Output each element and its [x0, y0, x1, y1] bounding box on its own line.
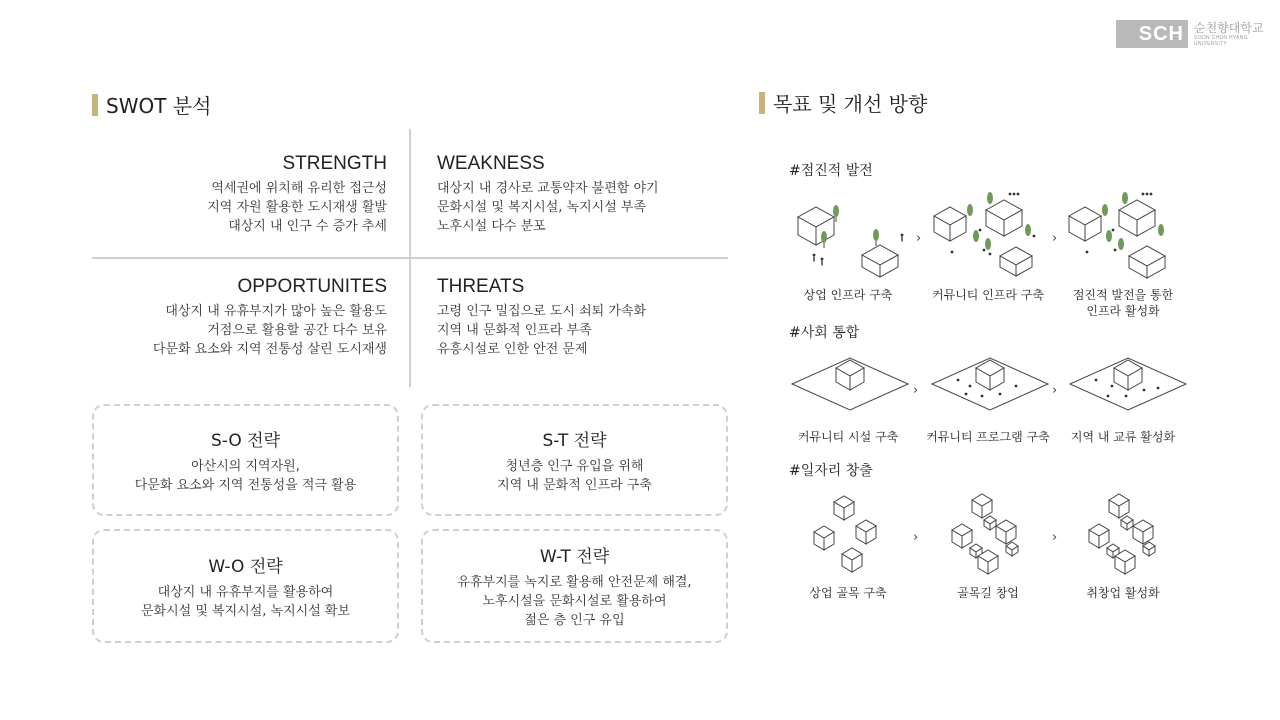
- wo-strategy-card: [92, 529, 399, 643]
- weakness-line: 문화시설 및 복지시설, 녹지시설 부족: [437, 200, 647, 215]
- goal-caption: 커뮤니티 인프라 구축: [932, 288, 1044, 302]
- university-logo: [1116, 20, 1264, 48]
- gradual-infra-diagram: [1065, 190, 1185, 280]
- local-exchange-diagram: [1068, 350, 1188, 420]
- goal-caption: 상업 골목 구축: [809, 586, 887, 600]
- goals-section-title: [759, 88, 927, 117]
- accent-bar: [92, 94, 98, 116]
- goal-social-integration-title: #사회 통합: [789, 325, 860, 341]
- opportunities-line: 거점으로 활용할 공간 다수 보유: [207, 323, 387, 338]
- wo-strategy-line: 대상지 내 유휴부지를 활용하여: [157, 584, 334, 600]
- goal-caption: 점진적 발전을 통한: [1072, 288, 1174, 302]
- alley-startup-diagram: [948, 490, 1028, 580]
- so-strategy-title: S-O 전략: [210, 430, 281, 451]
- goal-caption: 상업 인프라 구축: [803, 288, 893, 302]
- weakness-line: 노후시설 다수 분포: [437, 219, 546, 234]
- goal-caption: 지역 내 교류 활성화: [1070, 430, 1176, 444]
- so-strategy-line: 아산시의 지역자원,: [191, 458, 300, 474]
- arrow-icon: ›: [1052, 530, 1058, 545]
- community-facility-diagram: [790, 350, 910, 420]
- threats-quadrant: [437, 276, 737, 359]
- goal-caption: 커뮤니티 프로그램 구축: [926, 430, 1050, 444]
- weakness-quadrant: [437, 153, 737, 236]
- strength-quadrant: [87, 153, 387, 236]
- logo-name-en-1: SOON CHUN HYANG: [1194, 34, 1248, 41]
- strength-line: 역세권에 위치해 유리한 접근성: [211, 181, 387, 196]
- st-strategy-line: 지역 내 문화적 인프라 구축: [497, 477, 652, 493]
- arrow-icon: ›: [1052, 383, 1058, 398]
- logo-name-en-2: UNIVERSITY: [1194, 40, 1228, 47]
- threats-line: 유흥시설로 인한 안전 문제: [437, 342, 588, 357]
- opportunities-quadrant: [87, 276, 387, 359]
- logo-text: [1194, 22, 1264, 47]
- logo-mark: SCH: [1116, 20, 1188, 48]
- wt-strategy-line: 유휴부지를 녹지로 활용해 안전문제 해결,: [457, 575, 692, 590]
- goal-job-creation-title: #일자리 창출: [789, 463, 873, 479]
- commercial-alley-diagram: [808, 492, 888, 577]
- arrow-icon: ›: [1052, 231, 1058, 246]
- wt-strategy-title: W-T 전략: [539, 547, 610, 567]
- wt-strategy-line: 노후시설을 문화시설로 활용하여: [482, 594, 667, 609]
- st-strategy-line: 청년층 인구 유입을 위해: [505, 458, 644, 474]
- threats-line: 고령 인구 밀집으로 도시 쇠퇴 가속화: [437, 304, 647, 319]
- weakness-title: WEAKNESS: [437, 153, 545, 174]
- strength-title: STRENGTH: [282, 153, 387, 174]
- arrow-icon: ›: [913, 530, 919, 545]
- so-strategy-card: [92, 404, 399, 516]
- wt-strategy-line: 젊은 층 인구 유입: [524, 613, 625, 628]
- goal-caption: 인프라 활성화: [1086, 304, 1160, 318]
- arrow-icon: ›: [913, 383, 919, 398]
- opportunities-line: 다문화 요소와 지역 전통성 살린 도시재생: [152, 342, 387, 357]
- community-infra-diagram: [930, 190, 1050, 280]
- goal-caption: 골목길 창업: [957, 586, 1019, 600]
- goal-caption: 취창업 활성화: [1086, 586, 1160, 600]
- st-strategy-card: [421, 404, 728, 516]
- weakness-line: 대상지 내 경사로 교통약자 불편함 야기: [437, 181, 659, 196]
- threats-line: 지역 내 문화적 인프라 부족: [437, 323, 592, 338]
- employment-activation-diagram: [1085, 490, 1165, 580]
- wo-strategy-title: W-O 전략: [208, 556, 283, 577]
- goal-gradual-development-title: #점진적 발전: [789, 163, 873, 179]
- swot-title-text: SWOT 분석: [106, 94, 212, 118]
- goals-title-text: 목표 및 개선 방향: [773, 92, 928, 116]
- community-program-diagram: [930, 350, 1050, 420]
- opportunities-title: OPPORTUNITES: [237, 276, 387, 297]
- opportunities-line: 대상지 내 유휴부지가 많아 높은 활용도: [165, 304, 387, 319]
- wt-strategy-card: [421, 529, 728, 643]
- logo-name-kr: 순천향대학교: [1194, 20, 1264, 35]
- threats-title: THREATS: [437, 276, 525, 297]
- accent-bar: [759, 92, 765, 114]
- swot-horizontal-divider: [92, 257, 728, 259]
- arrow-icon: ›: [916, 231, 922, 246]
- st-strategy-title: S-T 전략: [542, 430, 607, 451]
- goal-caption: 커뮤니티 시설 구축: [797, 430, 899, 444]
- swot-section-title: [92, 90, 211, 119]
- so-strategy-line: 다문화 요소와 지역 전통성을 적극 활용: [134, 477, 357, 493]
- commercial-infra-diagram: [792, 195, 912, 280]
- wo-strategy-line: 문화시설 및 복지시설, 녹지시설 확보: [140, 603, 351, 619]
- strength-line: 대상지 내 인구 수 증가 추세: [228, 219, 387, 234]
- strength-line: 지역 자원 활용한 도시재생 활발: [207, 200, 387, 215]
